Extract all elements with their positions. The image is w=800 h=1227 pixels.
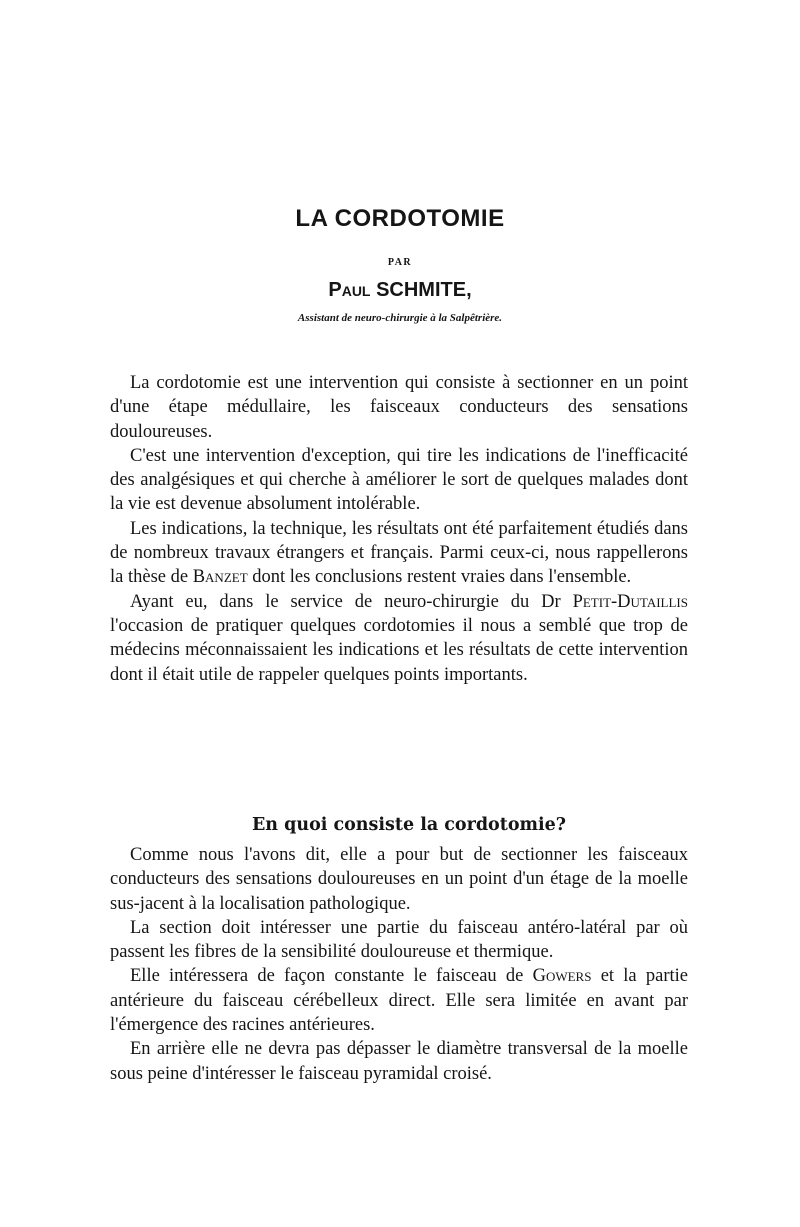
section-paragraph-3-end: et la partie antérieure du faisceau cérébelleux direct. Elle sera limitée en avant par l'émergence des racines antérieures. — [110, 966, 688, 1036]
intro-paragraph-3 — [110, 517, 688, 590]
intro-paragraph-4 — [110, 590, 688, 687]
cited-author-petit-dutaillis: Petit-Dutaillis — [572, 591, 688, 612]
author-name — [0, 279, 800, 302]
intro-paragraph-1: La cordotomie est une intervention qui consiste à sectionner en un point d'une étape médullaire, les faisceaux conducteurs des sensations douloureuses. — [110, 373, 688, 442]
author-first-name: Paul — [328, 279, 371, 301]
article-title: LA CORDOTOMIE — [295, 205, 505, 232]
section-paragraph-3-start: Elle intéressera de façon constante le faisceau de — [130, 966, 533, 987]
cited-author-gowers: Gowers — [532, 966, 592, 987]
by-label: PAR — [387, 257, 413, 268]
author-affiliation: Assistant de neuro-chirurgie à la Salpêtrière. — [297, 312, 503, 324]
cited-author-banzet: Banzet — [192, 567, 248, 588]
intro-paragraph-4-start: Ayant eu, dans le service de neuro-chirurgie du Dr — [130, 591, 573, 612]
section-text — [110, 843, 688, 1086]
intro-paragraph-2: C'est une intervention d'exception, qui tire les indications de l'inefficacité des analgésiques et qui cherche à améliorer le sort de quelques malades dont la vie est devenue absolument intolérable. — [110, 445, 688, 515]
author-last-name: SCHMITE, — [376, 279, 472, 301]
section-paragraph-4: En arrière elle ne devra pas dépasser le diamètre transversal de la moelle sous peine d'intéresser le faisceau pyramidal croisé. — [110, 1039, 688, 1084]
intro-paragraph-3-start: Les indications, la technique, les résultats ont été parfaitement étudiés dans de nombreux travaux étrangers et français. Parmi ceux-ci, nous rappellerons la thèse de — [110, 518, 688, 588]
intro-paragraph-3-end: dont les conclusions restent vraies dans l'ensemble. — [247, 567, 632, 588]
section-heading: En quoi consiste la cordotomie? — [251, 814, 567, 835]
section-paragraph-3 — [110, 964, 688, 1037]
intro-text — [110, 371, 688, 687]
section-paragraph-1: Comme nous l'avons dit, elle a pour but de sectionner les faisceaux conducteurs des sensations douloureuses en un point d'un étage de la moelle sus-jacent à la localisation pathologique. — [110, 845, 688, 914]
intro-paragraph-4-end: l'occasion de pratiquer quelques cordotomies il nous a semblé que trop de médecins méconnaissaient les indications et les résultats de cette intervention dont il était utile de rappeler quelques points importants. — [110, 615, 688, 685]
section-paragraph-2: La section doit intéresser une partie du faisceau antéro-latéral par où passent les fibres de la sensibilité douloureuse et thermique. — [110, 917, 688, 963]
